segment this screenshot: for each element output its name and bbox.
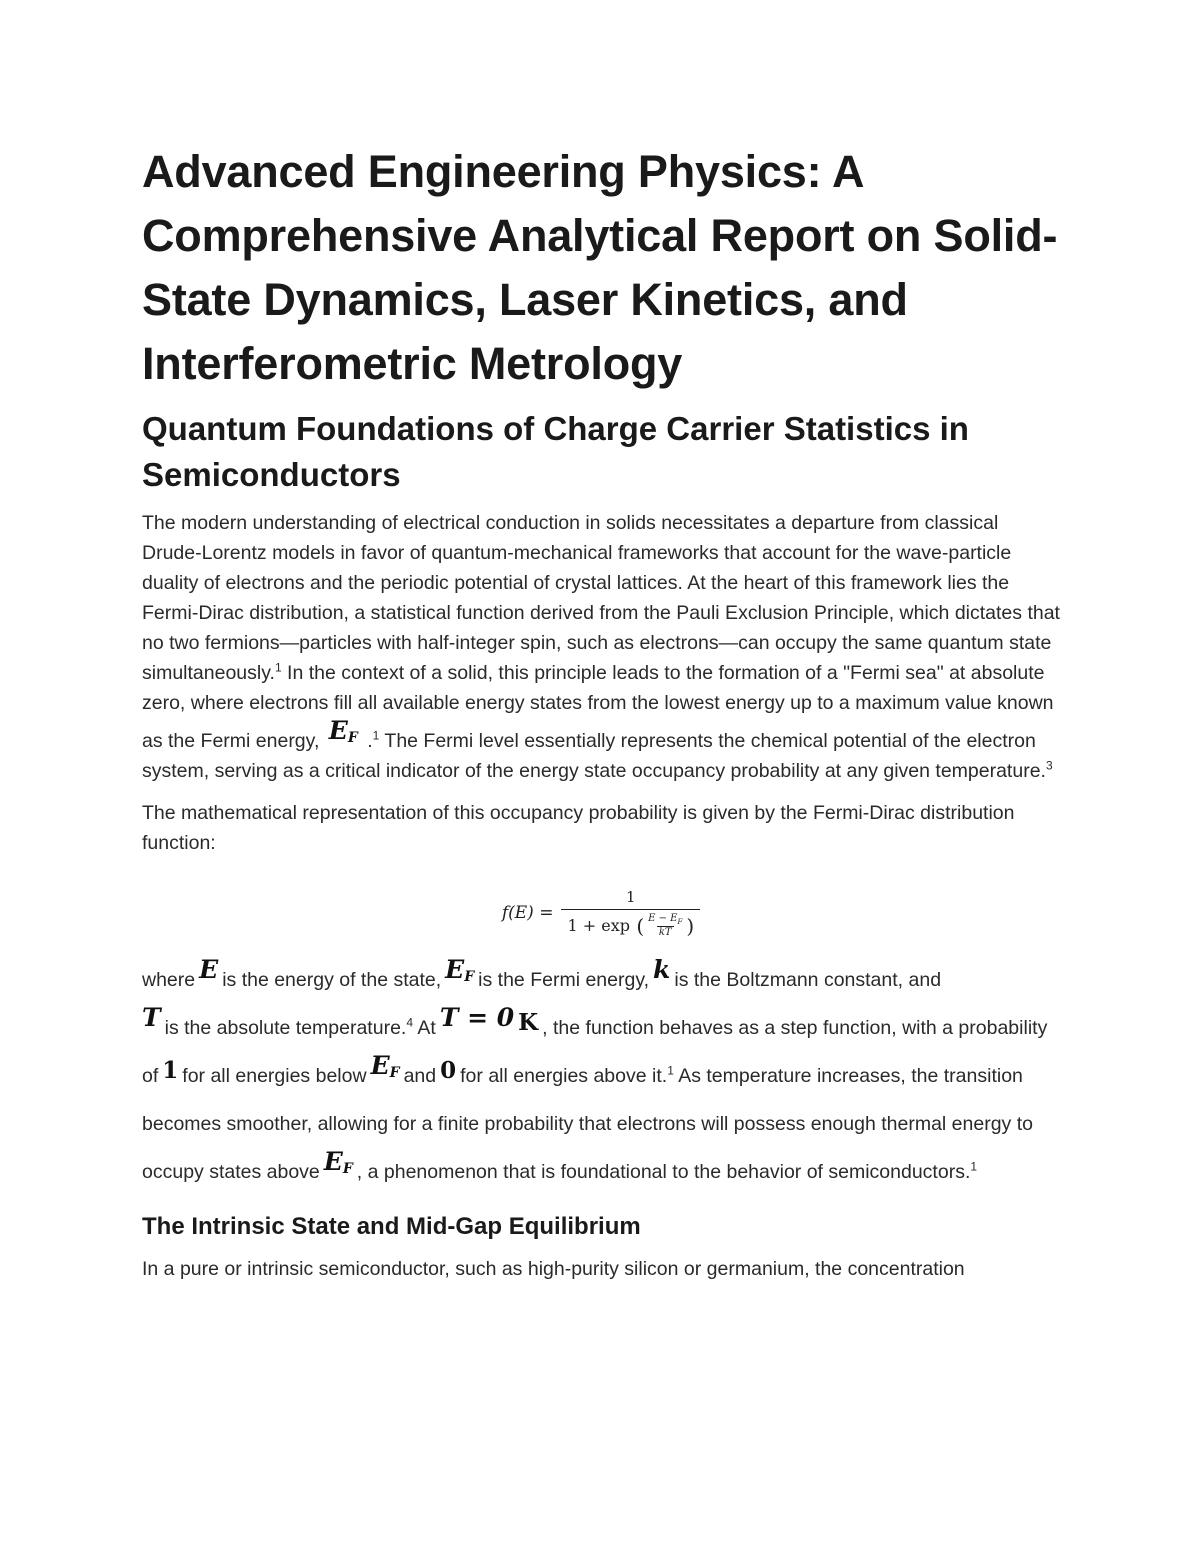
symbol-temperature: T	[142, 1003, 161, 1032]
symbol-fermi-energy: $E_F$	[328, 716, 358, 746]
text-run: At	[413, 1017, 436, 1039]
footnote-ref[interactable]: 1	[667, 1063, 674, 1078]
text-run: is the Boltzmann constant, and	[674, 969, 942, 991]
text-run: for all energies above it.	[460, 1065, 668, 1087]
text-run: is the Fermi energy,	[478, 969, 650, 991]
symbol-boltzmann: k	[653, 955, 671, 984]
symbol-one: 1	[162, 1057, 179, 1084]
paragraph-variables	[142, 956, 1060, 1196]
text-run: The modern understanding of electrical conduction in solids necessitates a departure from classical Drude-Lorentz models in favor of quantum-mechanical frameworks that account for the wave-particle duality of electrons and the periodic potential of crystal lattices. At the heart of this framework lies the Fermi-Dirac distribution, a statistical function derived from the Pauli Exclusion Principle, which dictates that no two fermions—particles with half-integer spin, such as electrons—can occupy the same quantum state simultaneously.	[142, 512, 1060, 684]
symbol-t-equals-zero: T = 0	[439, 1003, 515, 1032]
section-heading-intrinsic-state: The Intrinsic State and Mid-Gap Equilibrium	[142, 1213, 641, 1240]
paragraph-intrinsic-semiconductor: In a pure or intrinsic semiconductor, such as high-purity silicon or germanium, the concentration	[142, 1258, 965, 1280]
footnote-ref[interactable]: 1	[970, 1159, 978, 1174]
symbol-energy: E	[199, 955, 219, 984]
formula-den-prefix: 1 + exp	[567, 916, 630, 935]
formula-numerator: 1	[626, 888, 636, 906]
text-run: for all energies below	[182, 1065, 367, 1087]
text-run: The Fermi level essentially represents the chemical potential of the electron system, serving as a critical indicator of the energy state occupancy probability at any given temperature.	[142, 730, 1046, 782]
text-run: and	[403, 1065, 437, 1087]
text-run: In the context of a solid, this principle leads to the formation of a "Fermi sea" at absolute zero, where electrons fill all available energy states from the lowest energy up to a maximum value known as the Fermi energy,	[142, 662, 1054, 752]
footnote-ref[interactable]: 4	[406, 1015, 414, 1030]
footnote-ref[interactable]: 1	[274, 660, 282, 675]
text-run: As temperature increases, the transition becomes smoother, allowing for a finite probability that electrons will possess enough thermal energy to occupy states above	[142, 1065, 1033, 1183]
document-page	[142, 140, 1060, 1284]
footnote-ref[interactable]: 3	[1045, 758, 1053, 773]
section-heading-quantum-foundations: Quantum Foundations of Charge Carrier Statistics in Semiconductors	[142, 410, 969, 493]
formula-lhs: f(E) =	[501, 903, 554, 923]
footnote-ref[interactable]: 1	[372, 728, 380, 743]
symbol-fermi-energy: $E_F$	[370, 1051, 400, 1081]
paragraph-distribution-function: The mathematical representation of this occupancy probability is given by the Fermi-Dirac distribution function:	[142, 802, 1015, 854]
symbol-fermi-energy: $E_F$	[445, 955, 475, 985]
text-run: is the absolute temperature.	[164, 1017, 407, 1039]
text-run: , a phenomenon that is foundational to the behavior of semiconductors.	[356, 1161, 971, 1183]
text-run: , the function behaves as a step function, with a probability of	[142, 1017, 1048, 1087]
fermi-dirac-formula	[142, 870, 1060, 956]
document-title: Advanced Engineering Physics: A Comprehensive Analytical Report on Solid-State Dynamics, Laser Kinetics, and Interferometric Metrology	[142, 146, 1058, 389]
symbol-zero: 0	[440, 1057, 457, 1084]
text-run: .	[361, 730, 373, 752]
symbol-kelvin: K	[518, 1009, 539, 1036]
symbol-fermi-energy: $E_F$	[323, 1147, 353, 1177]
text-run: is the energy of the state,	[222, 969, 442, 991]
formula-fraction	[561, 888, 700, 938]
formula-exponent-fraction: $\frac{E - E_F}{kT}$	[648, 913, 683, 938]
paragraph-fermi-dirac-intro	[142, 508, 1060, 786]
formula-denominator: 1 + exp ( $\frac{E - E_F}{kT}$ )	[561, 909, 700, 938]
text-run: where	[142, 969, 196, 991]
